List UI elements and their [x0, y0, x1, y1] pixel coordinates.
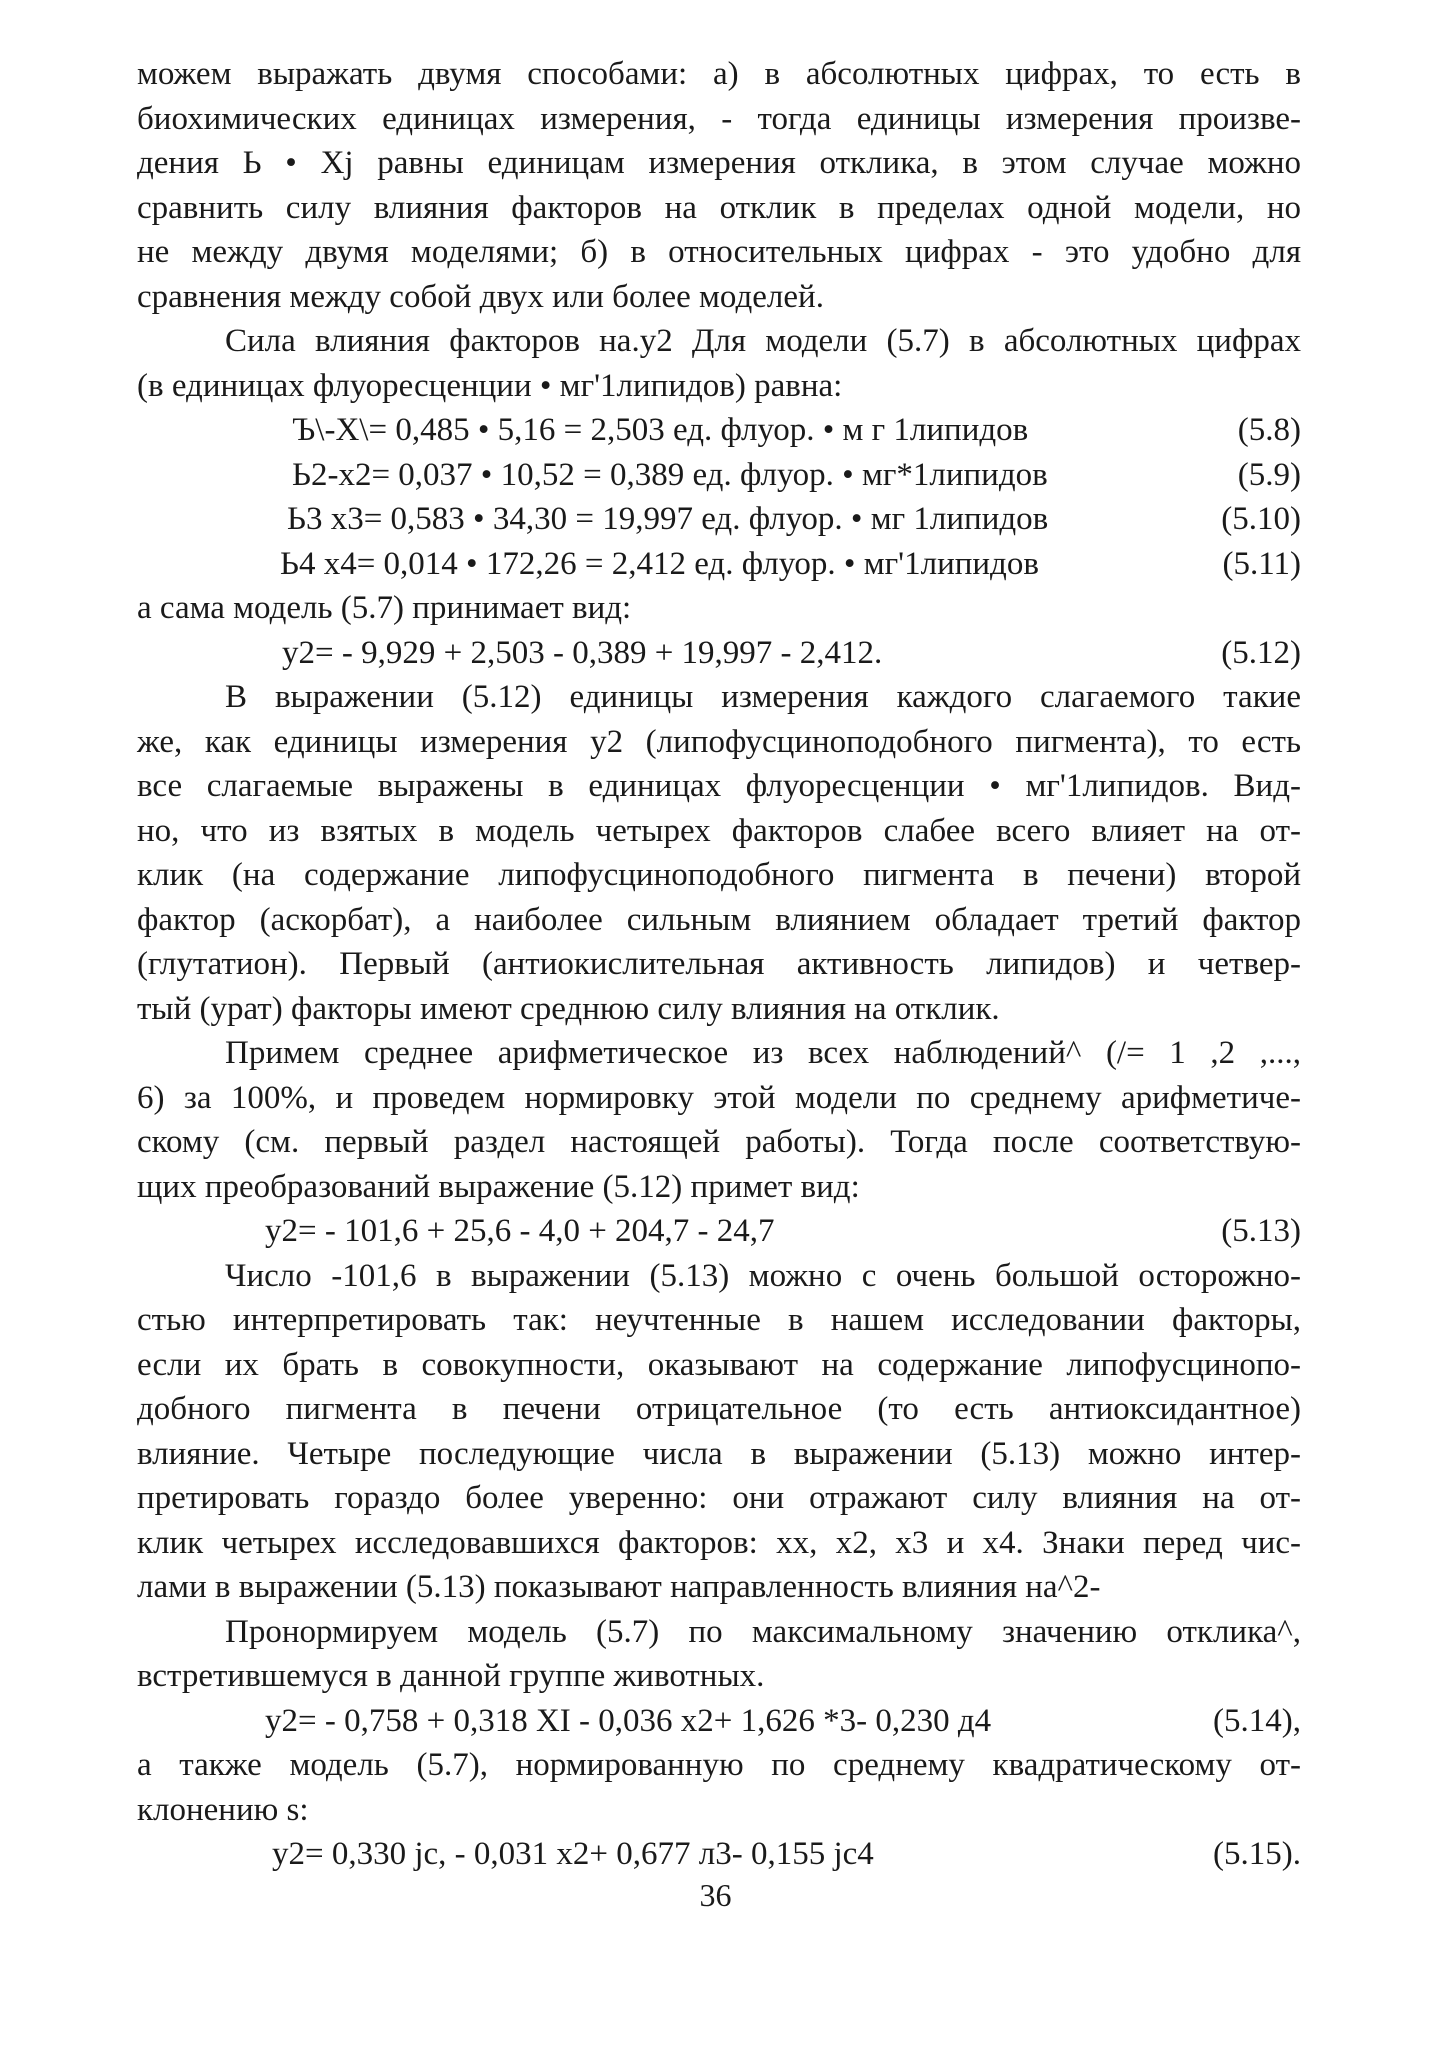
equation-line — [137, 408, 1301, 453]
text-line: добного пигмента в печени отрицательное (то есть антиоксидантное) — [137, 1391, 1301, 1427]
equation-expression: Ъ\-Х\= 0,485 • 5,16 = 2,503 ед. флуор. • м г 1липидов — [292, 412, 1029, 448]
equation-line — [137, 1699, 1301, 1744]
text-line: Пронормируем модель (5.7) по максимальному значению отклика^, — [225, 1613, 1301, 1650]
text-line: В выражении (5.12) единицы измерения каждого слагаемого такие — [225, 679, 1301, 715]
equation-number: (5.10) — [1221, 501, 1301, 537]
equation-number: (5.12) — [1221, 634, 1301, 671]
text-line: а сама модель (5.7) принимает вид: — [137, 590, 632, 626]
equation-line — [137, 453, 1301, 498]
text-line: все слагаемые выражены в единицах флуоресценции • мг'1липидов. Вид- — [137, 768, 1301, 804]
text-line: можем выражать двумя способами: а) в абсолютных цифрах, то есть в — [137, 56, 1301, 92]
text-line: встретившемуся в данной группе животных. — [137, 1658, 765, 1694]
text-line: если их брать в совокупности, оказывают на содержание липофусцинопо- — [137, 1346, 1301, 1383]
equation-expression: Ь2-х2= 0,037 • 10,52 = 0,389 ед. флуор. • мг*1липидов — [292, 456, 1048, 493]
equation-line — [137, 497, 1301, 542]
equation-number: (5.9) — [1237, 456, 1301, 493]
text-line: фактор (аскорбат), а наиболее сильным влиянием обладает третий фактор — [137, 901, 1301, 938]
equation-expression: Ь3 х3= 0,583 • 34,30 = 19,997 ед. флуор. • мг 1липидов — [287, 501, 1049, 537]
text-line: но, что из взятых в модель четырех факторов слабее всего влияет на от- — [137, 812, 1301, 849]
text-line: Примем среднее арифметическое из всех наблюдений^ (/= 1 ,2 ,..., — [225, 1035, 1301, 1071]
equation-number: (5.13) — [1221, 1213, 1301, 1249]
equation-line — [137, 1832, 1301, 1877]
equation-number: (5.8) — [1237, 412, 1301, 448]
text-line: Сила влияния факторов на.у2 Для модели (5.7) в абсолютных цифрах — [225, 323, 1301, 359]
text-line: претировать гораздо более уверенно: они отражают силу влияния на от- — [137, 1480, 1301, 1516]
text-line: скому (см. первый раздел настоящей работы). Тогда после соответствую- — [137, 1124, 1301, 1160]
text-line: дения Ь • Xj равны единицам измерения отклика, в этом случае можно — [137, 145, 1301, 181]
text-line: 6) за 100%, и проведем нормировку этой модели по среднему арифметиче- — [137, 1079, 1301, 1116]
equation-line — [137, 631, 1301, 676]
text-line: (в единицах флуоресценции • мг'1липидов) равна: — [137, 367, 843, 404]
text-line: сравнения между собой двух или более моделей. — [137, 278, 824, 315]
text-line: (глутатион). Первый (антиокислительная активность липидов) и четвер- — [137, 946, 1301, 982]
text-line: сравнить силу влияния факторов на отклик в пределах одной модели, но — [137, 189, 1301, 226]
text-line: лами в выражении (5.13) показывают направленность влияния на^2- — [137, 1569, 1101, 1605]
equation-number: (5.11) — [1222, 545, 1301, 582]
text-line: тый (урат) факторы имеют среднюю силу влияния на отклик. — [137, 990, 1000, 1027]
page-body — [137, 52, 1301, 1877]
equation-line — [137, 1209, 1301, 1254]
text-line: щих преобразований выражение (5.12) примет вид: — [137, 1168, 860, 1205]
text-line: клик четырех исследовавшихся факторов: хх, х2, х3 и х4. Знаки перед чис- — [137, 1524, 1301, 1561]
text-line: влияние. Четыре последующие числа в выражении (5.13) можно интер- — [137, 1435, 1301, 1472]
equation-line — [137, 542, 1301, 587]
equation-expression: у2= - 101,6 + 25,6 - 4,0 + 204,7 - 24,7 — [265, 1213, 775, 1249]
text-line: стью интерпретировать так: неучтенные в нашем исследовании факторы, — [137, 1302, 1301, 1338]
text-line: биохимических единицах измерения, - тогда единицы измерения произве- — [137, 100, 1301, 137]
equation-expression: у2= - 0,758 + 0,318 XI - 0,036 х2+ 1,626 *3- 0,230 д4 — [265, 1702, 992, 1739]
text-line: Число -101,6 в выражении (5.13) можно с очень большой осторожно- — [225, 1257, 1301, 1294]
text-line: а также модель (5.7), нормированную по среднему квадратическому от- — [137, 1747, 1301, 1783]
equation-expression: у2= - 9,929 + 2,503 - 0,389 + 19,997 - 2,412. — [282, 634, 883, 671]
text-line: же, как единицы измерения у2 (липофусциноподобного пигмента), то есть — [137, 723, 1301, 760]
equation-expression: Ь4 х4= 0,014 • 172,26 = 2,412 ед. флуор. • мг'1липидов — [280, 545, 1039, 582]
text-line: клонению s: — [137, 1791, 309, 1828]
page-number: 36 — [699, 1877, 732, 1913]
equation-number: (5.15). — [1213, 1836, 1301, 1872]
text-line: клик (на содержание липофусциноподобного пигмента в печени) второй — [137, 857, 1301, 893]
text-line: не между двумя моделями; б) в относительных цифрах - это удобно для — [137, 234, 1301, 270]
equation-expression: у2= 0,330 jc, - 0,031 х2+ 0,677 л3- 0,155 jc4 — [272, 1836, 874, 1872]
equation-number: (5.14), — [1213, 1702, 1301, 1739]
